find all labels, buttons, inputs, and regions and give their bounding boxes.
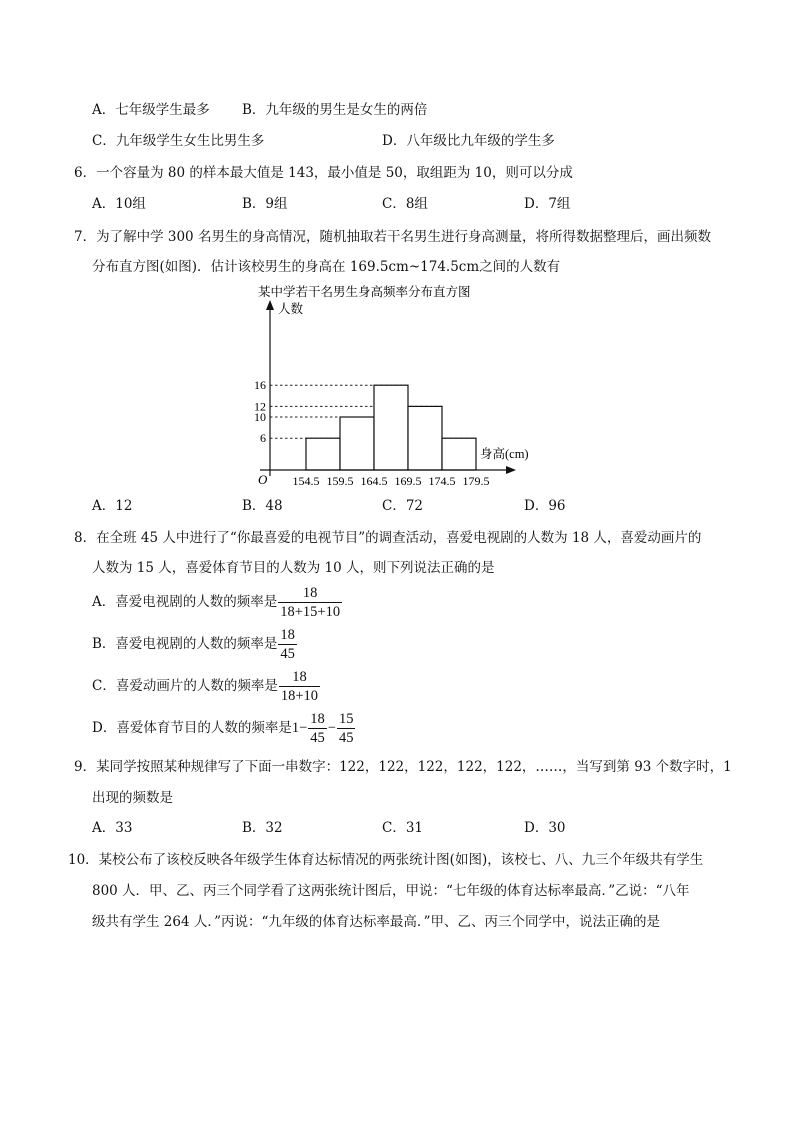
bar-159.5-164.5 — [340, 417, 374, 470]
q8-option-a — [92, 584, 343, 621]
fraction-numerator: 15 — [338, 711, 354, 727]
q9-stem-line1: 9．某同学按照某种规律写了下面一串数字：122，122，122，122，122，……，当写到第 93 个数字时，1 — [74, 759, 732, 775]
q8-stem-line1: 8．在全班 45 人中进行了“你最喜爱的电视节目”的调查活动，喜爱电视剧的人数为 18 人，喜爱动画片的 — [74, 530, 702, 546]
q9-option-c: C．31 — [382, 820, 424, 836]
height-histogram — [240, 280, 560, 490]
q8-option-d-text: D．喜爱体育节目的人数的频率是 — [92, 720, 292, 736]
q8-option-b-text: B．喜爱电视剧的人数的频率是 — [92, 636, 278, 652]
q8-option-d-fraction-2 — [337, 710, 356, 747]
q6-option-b: B．9组 — [242, 196, 288, 212]
fraction-denominator: 18+10 — [280, 688, 319, 704]
fraction-numerator: 18 — [292, 669, 307, 685]
q8-option-d — [92, 710, 356, 747]
q7-option-b: B．48 — [242, 498, 283, 514]
x-axis-label: 身高(cm) — [480, 447, 529, 461]
y-axis-arrow — [266, 300, 274, 310]
chart-title: 某中学若干名男生身高频率分布直方图 — [258, 284, 471, 299]
y-axis-label: 人数 — [278, 302, 304, 316]
y-tick-label: 16 — [254, 378, 266, 393]
q5-option-d: D．八年级比九年级的学生多 — [382, 133, 555, 149]
bar-174.5-179.5 — [442, 438, 476, 470]
q7-option-a: A．12 — [92, 498, 133, 514]
q6-option-a: A．10组 — [92, 196, 146, 212]
x-tick-label: 169.5 — [394, 474, 422, 488]
fraction-denominator: 45 — [280, 646, 295, 662]
q10-stem-line3: 级共有学生 264 人．”丙说：“九年级的体育达标率最高．”甲、乙、丙三个同学中，说法正确的是 — [92, 914, 661, 930]
q9-stem-line2: 出现的频数是 — [92, 790, 173, 806]
q9-option-a: A．33 — [92, 820, 133, 836]
q8-option-d-minus: − — [327, 720, 336, 736]
q8-option-a-fraction — [278, 584, 342, 621]
q9-option-d: D．30 — [524, 820, 566, 836]
q6-option-c: C．8组 — [382, 196, 428, 212]
q8-option-b — [92, 626, 298, 663]
q5-option-b: B．九年级的男生是女生的两倍 — [242, 102, 428, 118]
q6-option-d: D．7组 — [524, 196, 571, 212]
q8-option-d-fraction-1 — [308, 710, 327, 747]
x-tick-label: 174.5 — [428, 474, 456, 488]
q9-option-b: B．32 — [242, 820, 283, 836]
bar-169.5-174.5 — [408, 406, 442, 470]
q8-option-c — [92, 668, 321, 705]
q8-option-d-one-minus: 1− — [291, 720, 308, 736]
q8-stem-line2: 人数为 15 人，喜爱体育节目的人数为 10 人，则下列说法正确的是 — [92, 560, 495, 576]
fraction-denominator: 45 — [310, 730, 325, 746]
q10-stem-line2: 800 人．甲、乙、丙三个同学看了这两张统计图后，甲说：“七年级的体育达标率最高．”乙说：“八年 — [92, 883, 690, 899]
q7-stem-line1: 7．为了解中学 300 名男生的身高情况，随机抽取若干名男生进行身高测量，将所得数据整理后，画出频数 — [74, 229, 711, 245]
q6-stem: 6．一个容量为 80 的样本最大值是 143，最小值是 50，取组距为 10，则可以分成 — [74, 165, 573, 181]
bar-154.5-159.5 — [306, 438, 340, 470]
q8-option-a-text: A．喜爱电视剧的人数的频率是 — [92, 594, 278, 610]
q7-option-c: C．72 — [382, 498, 424, 514]
q5-option-c: C．九年级学生女生比男生多 — [92, 133, 265, 149]
fraction-denominator: 18+15+10 — [280, 604, 341, 620]
y-tick-label: 12 — [254, 399, 266, 414]
q7-option-d: D．96 — [524, 498, 566, 514]
fraction-numerator: 18 — [310, 711, 325, 727]
y-tick-label: 6 — [260, 431, 266, 446]
y-tick-label: 10 — [254, 410, 266, 424]
fraction-denominator: 45 — [338, 730, 354, 746]
x-tick-label: 179.5 — [462, 474, 490, 488]
x-tick-label: 159.5 — [326, 474, 354, 488]
x-axis-arrow — [506, 466, 516, 474]
bar-164.5-169.5 — [374, 385, 408, 470]
x-tick-label: 154.5 — [292, 474, 320, 488]
q8-option-b-fraction — [278, 626, 297, 663]
q7-stem-line2: 分布直方图(如图)．估计该校男生的身高在 169.5cm~174.5cm之间的人数有 — [92, 259, 561, 275]
fraction-numerator: 18 — [280, 627, 295, 643]
q8-option-c-text: C．喜爱动画片的人数的频率是 — [92, 678, 278, 694]
x-tick-label: 164.5 — [360, 474, 388, 488]
q8-option-c-fraction — [279, 668, 320, 705]
q5-option-a: A．七年级学生最多 — [92, 102, 210, 118]
fraction-numerator: 18 — [302, 585, 318, 601]
origin-label: O — [258, 472, 268, 487]
q10-stem-line1: 10．某校公布了该校反映各年级学生体育达标情况的两张统计图(如图)，该校七、八、九三个年级共有学生 — [68, 852, 704, 868]
